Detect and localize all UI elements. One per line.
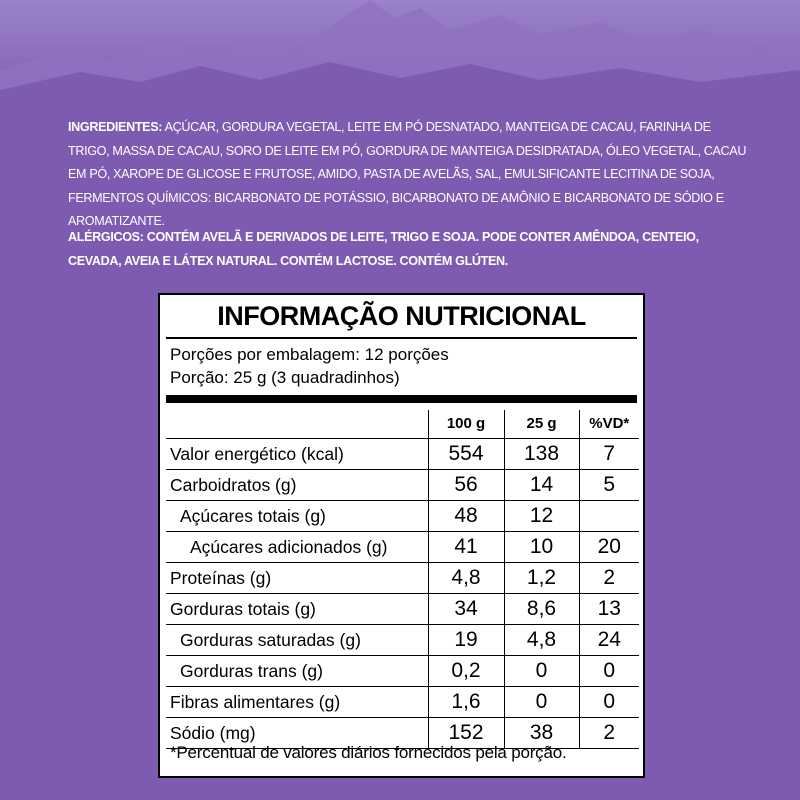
table-header-row bbox=[166, 410, 639, 439]
header-nutrient bbox=[166, 410, 428, 439]
value-100g: 48 bbox=[428, 501, 504, 532]
thick-divider bbox=[166, 395, 637, 403]
header-25g: 25 g bbox=[504, 410, 579, 439]
value-25g: 4,8 bbox=[504, 625, 579, 656]
nutrient-label: Açúcares totais (g) bbox=[166, 501, 428, 532]
value-25g: 8,6 bbox=[504, 594, 579, 625]
servings-per-package: Porções por embalagem: 12 porções bbox=[170, 345, 449, 364]
value-vd: 24 bbox=[579, 625, 639, 656]
value-100g: 554 bbox=[428, 439, 504, 470]
nutrient-label: Valor energético (kcal) bbox=[166, 439, 428, 470]
table-row bbox=[166, 625, 639, 656]
value-100g: 1,6 bbox=[428, 687, 504, 718]
nutrient-label: Gorduras saturadas (g) bbox=[166, 625, 428, 656]
ingredients-label: INGREDIENTES: bbox=[68, 120, 163, 134]
value-vd: 0 bbox=[579, 687, 639, 718]
nutrient-label: Gorduras trans (g) bbox=[166, 656, 428, 687]
value-vd: 2 bbox=[579, 563, 639, 594]
nutrition-facts-table bbox=[158, 293, 645, 778]
value-25g: 138 bbox=[504, 439, 579, 470]
value-100g: 19 bbox=[428, 625, 504, 656]
ingredients-list: AÇÚCAR, GORDURA VEGETAL, LEITE EM PÓ DESNATADO, MANTEIGA DE CACAU, FARINHA DE TRIGO, MASSA DE CACAU, SORO DE LEITE EM PÓ, GORDURA DE MANTEIGA DESIDRATADA, ÓLEO VEGETAL, CACAU EM PÓ, XAROPE DE GLICOSE E FRUTOSE, AMIDO, PASTA DE AVELÃS, SAL, EMULSIFICANTE LECITINA DE SOJA, FERMENTOS QUÍMICOS: BICARBONATO DE POTÁSSIO, BICARBONATO DE AMÔNIO E BICARBONATO DE SÓDIO E AROMATIZANTE. bbox=[68, 120, 747, 228]
ingredients-text bbox=[68, 116, 748, 234]
table-row bbox=[166, 532, 639, 563]
value-25g: 12 bbox=[504, 501, 579, 532]
table-row bbox=[166, 687, 639, 718]
value-100g: 41 bbox=[428, 532, 504, 563]
table-row bbox=[166, 501, 639, 532]
header-100g: 100 g bbox=[428, 410, 504, 439]
value-vd: 5 bbox=[579, 470, 639, 501]
value-25g: 0 bbox=[504, 687, 579, 718]
value-vd: 0 bbox=[579, 656, 639, 687]
table-row bbox=[166, 563, 639, 594]
nutrient-label: Proteínas (g) bbox=[166, 563, 428, 594]
header-vd: %VD* bbox=[579, 410, 639, 439]
nutrient-label: Açúcares adicionados (g) bbox=[166, 532, 428, 563]
value-100g: 0,2 bbox=[428, 656, 504, 687]
value-100g: 4,8 bbox=[428, 563, 504, 594]
value-25g: 0 bbox=[504, 656, 579, 687]
table-row bbox=[166, 656, 639, 687]
nutrient-label: Gorduras totais (g) bbox=[166, 594, 428, 625]
allergens-text: ALÉRGICOS: CONTÉM AVELÃ E DERIVADOS DE LEITE, TRIGO E SOJA. PODE CONTER AMÊNDOA, CENTEIO, CEVADA, AVEIA E LÁTEX NATURAL. CONTÉM LACTOSE. CONTÉM GLÚTEN. bbox=[68, 230, 699, 268]
nutrition-title: INFORMAÇÃO NUTRICIONAL bbox=[217, 301, 586, 331]
value-vd bbox=[579, 501, 639, 532]
value-vd: 13 bbox=[579, 594, 639, 625]
nutrient-label: Sódio (mg) bbox=[166, 718, 428, 749]
table-row bbox=[166, 594, 639, 625]
value-100g: 152 bbox=[428, 718, 504, 749]
value-vd: 2 bbox=[579, 718, 639, 749]
footnote: *Percentual de valores diários fornecidos pela porção. bbox=[170, 743, 567, 762]
nutrient-label: Carboidratos (g) bbox=[166, 470, 428, 501]
value-vd: 20 bbox=[579, 532, 639, 563]
divider bbox=[166, 337, 637, 339]
value-25g: 1,2 bbox=[504, 563, 579, 594]
table-row bbox=[166, 470, 639, 501]
nutrient-table bbox=[166, 410, 639, 749]
mountain-background bbox=[0, 0, 800, 110]
serving-size: Porção: 25 g (3 quadradinhos) bbox=[170, 368, 400, 387]
value-25g: 10 bbox=[504, 532, 579, 563]
value-vd: 7 bbox=[579, 439, 639, 470]
table-row bbox=[166, 439, 639, 470]
value-100g: 56 bbox=[428, 470, 504, 501]
value-25g: 38 bbox=[504, 718, 579, 749]
value-100g: 34 bbox=[428, 594, 504, 625]
value-25g: 14 bbox=[504, 470, 579, 501]
nutrient-label: Fibras alimentares (g) bbox=[166, 687, 428, 718]
